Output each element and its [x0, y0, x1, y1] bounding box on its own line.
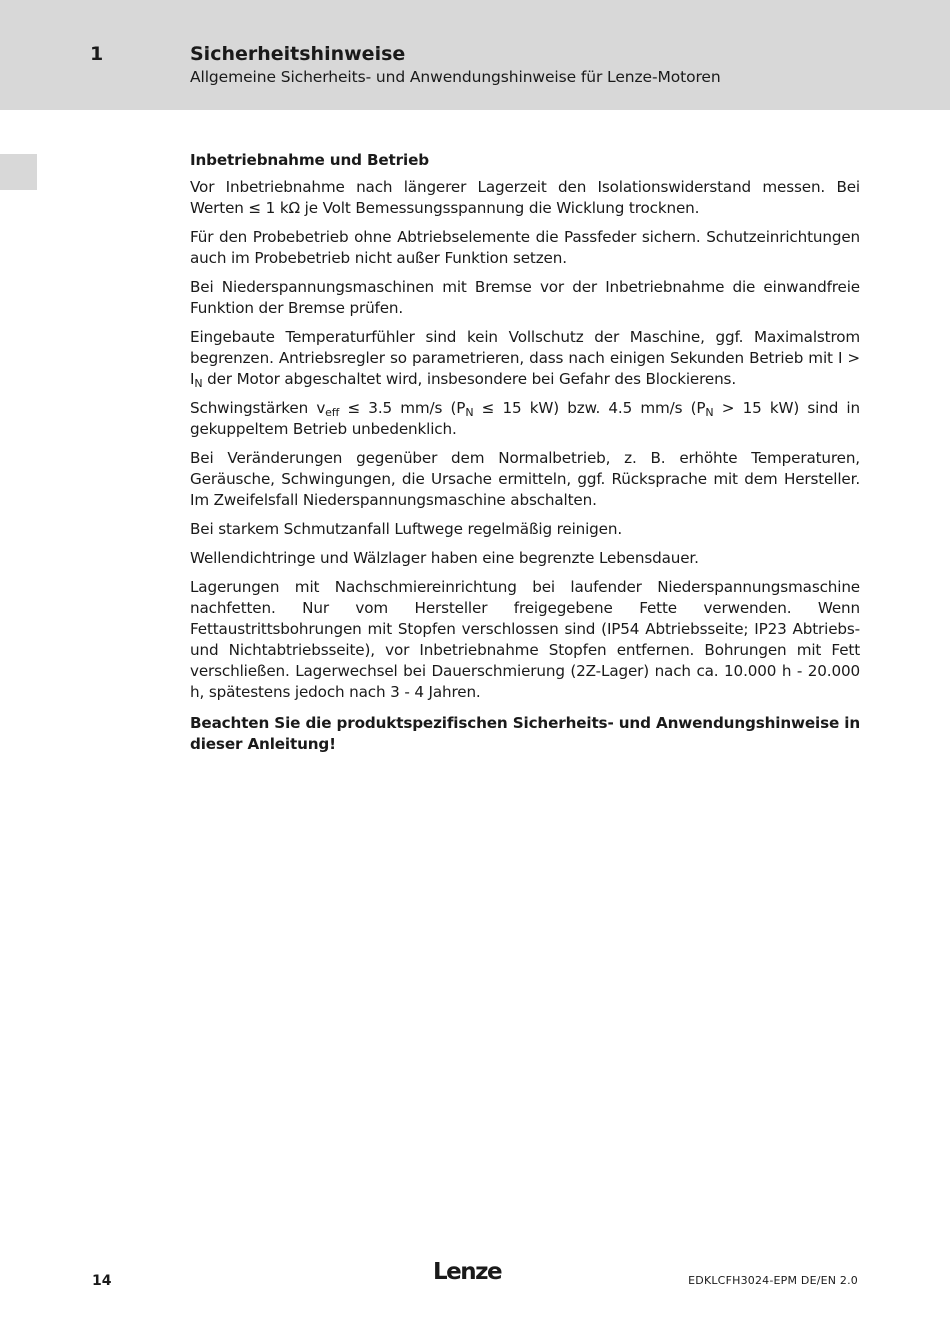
- page-header: [0, 0, 950, 110]
- paragraph-vibration: Schwingstärken $v_{eff} \le 3.5$ mm/s ($P_N \le 15$ kW) bzw. 4.5 mm/s ($P_N > 15$ kW) sind in gekuppeltem Betrieb unbedenklich.: [190, 399, 860, 438]
- document-reference: EDKLCFH3024-EPM DE/EN 2.0: [688, 1274, 858, 1287]
- paragraph-brake-check: Bei Niederspannungsmaschinen mit Bremse vor der Inbetriebnahme die einwandfreie Funktion der Bremse prüfen.: [190, 278, 860, 317]
- lenze-logo: Lenze: [433, 1259, 502, 1285]
- paragraph-abnormal-operation: Bei Veränderungen gegenüber dem Normalbetrieb, z. B. erhöhte Temperaturen, Geräusche, Schwingungen, die Ursache ermitteln, ggf. Rücksprache mit dem Hersteller. Im Zweifelsfall Niederspannungsmaschine abschalten.: [190, 449, 860, 509]
- paragraph-test-run: Für den Probebetrieb ohne Abtriebselemente die Passfeder sichern. Schutzeinrichtungen auch im Probebetrieb nicht außer Funktion setzen.: [190, 228, 860, 267]
- paragraph-seals-bearings: Wellendichtringe und Wälzlager haben eine begrenzte Lebensdauer.: [190, 549, 699, 567]
- paragraph-air-paths: Bei starkem Schmutzanfall Luftwege regelmäßig reinigen.: [190, 520, 623, 538]
- section-heading: Inbetriebnahme und Betrieb: [190, 151, 429, 169]
- page-number: 14: [92, 1273, 112, 1289]
- chapter-title: Sicherheitshinweise: [190, 43, 406, 65]
- paragraph-lubrication: Lagerungen mit Nachschmiereinrichtung bei laufender Niederspannungsmaschine nachfetten. Nur vom Hersteller freigegebene Fette verwenden. Wenn Fettaustrittsbohrungen mit Stopfen verschlossen sind (IP54 Abtriebsseite; IP23 Abtriebs-und Nichtabtriebsseite), vor Inbetriebnahme Stopfen entfernen. Bohrungen mit Fett verschließen. Lagerwechsel bei Dauerschmierung (2Z-Lager) nach ca. 10.000 h - 20.000 h, spätestens jedoch nach 3 - 4 Jahren.: [190, 578, 860, 701]
- main-content: [190, 150, 860, 763]
- paragraph-insulation: Vor Inbetriebnahme nach längerer Lagerzeit den Isolationswiderstand messen. Bei Werten ≤ 1 kΩ je Volt Bemessungsspannung die Wicklung trocknen.: [190, 178, 860, 217]
- paragraph-temperature-sensors: Eingebaute Temperaturfühler sind kein Vollschutz der Maschine, ggf. Maximalstrom begrenzen. Antriebsregler so parametrieren, dass nach einigen Sekunden Betrieb mit $I > I_N$ der Motor abgeschaltet wird, insbesondere bei Gefahr des Blockierens.: [190, 328, 860, 390]
- chapter-number: 1: [90, 43, 104, 65]
- chapter-subtitle: Allgemeine Sicherheits- und Anwendungshinweise für Lenze-Motoren: [190, 68, 721, 86]
- chapter-side-tab: [0, 154, 37, 190]
- paragraph-notice: Beachten Sie die produktspezifischen Sicherheits- und Anwendungshinweise in dieser Anleitung!: [190, 714, 860, 753]
